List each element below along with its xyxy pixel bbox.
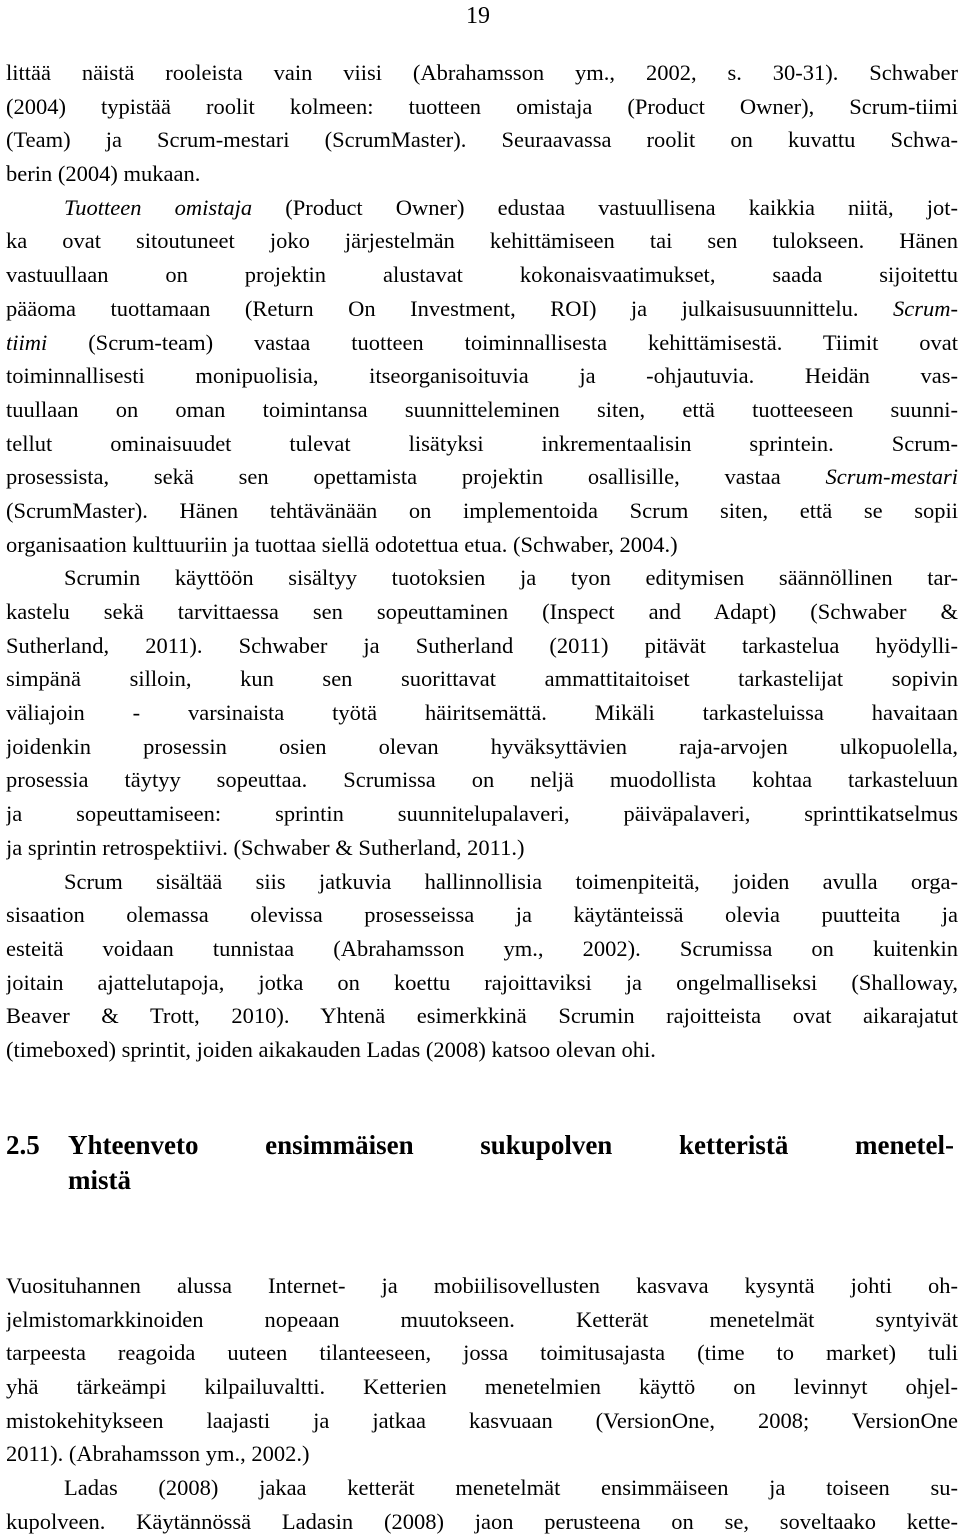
text-run: Beaver & Trott, 2010). Yhtenä esimerkkinä Scrumin rajoitteista ovat aikarajatut (6, 1003, 958, 1029)
text-line (6, 427, 958, 461)
text-line (6, 797, 958, 831)
text-line (6, 1269, 958, 1303)
text-run: sisaation olemassa olevissa prosesseissa ja käytänteissä olevia puutteita ja (6, 902, 958, 928)
text-run: tuullaan on oman toimintansa suunnitteleminen siten, että tuotteeseen suunni- (6, 396, 958, 422)
text-run: joidenkin prosessin osien olevan hyväksyttävien raja-arvojen ulkopuolella, (6, 733, 958, 759)
text-line (6, 561, 958, 595)
text-run: 2011). (Abrahamsson ym., 2002.) (6, 1441, 310, 1467)
text-run: simpänä silloin, kun sen suorittavat ammattitaitoiset tarkastelijat sopivin (6, 666, 958, 692)
text-line (6, 662, 958, 696)
text-line (6, 56, 958, 90)
text-line (6, 898, 958, 932)
heading-line (6, 1163, 958, 1198)
text-run: pääoma tuottamaan (Return On Investment, ROI) ja julkaisusuunnittelu. (6, 295, 894, 321)
text-run: Scrum sisältää siis jatkuvia hallinnollisia toimenpiteitä, joiden avulla orga- (64, 868, 958, 894)
page-number: 19 (466, 3, 490, 29)
term-emphasis: tiimi (6, 329, 48, 355)
text-run: (ScrumMaster). Hänen tehtävänään on implementoida Scrum siten, että se sopii (6, 497, 958, 523)
text-line (6, 966, 958, 1000)
text-line (6, 326, 958, 360)
text-run: (Scrum-team) vastaa tuotteen toiminnallisesta kehittämisestä. Tiimit ovat (47, 329, 958, 355)
section-title: Yhteenveto ensimmäisen sukupolven ketteristä menetel- (68, 1130, 954, 1160)
text-line (6, 696, 958, 730)
text-line (6, 292, 958, 326)
text-line (6, 460, 958, 494)
section-title-continuation: mistä (68, 1165, 131, 1195)
text-run: tarpeesta reagoida uuteen tilanteeseen, jossa toimitusajasta (time to market) tuli (6, 1340, 958, 1366)
text-line (6, 595, 958, 629)
text-line (6, 90, 958, 124)
text-line (6, 393, 958, 427)
text-line (6, 999, 958, 1033)
text-line (6, 831, 958, 865)
text-line (6, 730, 958, 764)
text-run: Vuosituhannen alussa Internet- ja mobiilisovellusten kasvava kysyntä johti oh- (6, 1273, 958, 1298)
body-text-block-1 (6, 56, 958, 1067)
text-run: Scrumin käyttöön sisältyy tuotoksien ja tyon editymisen säännöllinen tar- (64, 565, 958, 591)
text-run: kastelu sekä tarvittaessa sen sopeuttaminen (Inspect and Adapt) (Schwaber & (6, 599, 958, 624)
term-emphasis: Scrum-mestari (825, 464, 958, 490)
term-emphasis: Scrum- (893, 295, 958, 321)
text-run: vastuullaan on projektin alustavat kokonaisvaatimukset, saada sijoitettu (6, 262, 958, 288)
text-line (6, 629, 958, 663)
text-run: Ladas (2008) jakaa ketterät menetelmät ensimmäiseen ja toiseen su- (64, 1475, 958, 1501)
text-run: esteitä voidaan tunnistaa (Abrahamsson ym., 2002). Scrumissa on kuitenkin (6, 935, 958, 961)
text-run: organisaation kulttuuriin ja tuottaa siellä odotettua etua. (Schwaber, 2004.) (6, 531, 678, 557)
section-heading (6, 1128, 958, 1198)
text-run: Sutherland, 2011). Schwaber ja Sutherland (2011) pitävät tarkastelua hyödylli- (6, 632, 958, 658)
text-run: kupolveen. Käytännössä Ladasin (2008) jaon perusteena on se, soveltaako kette- (6, 1508, 958, 1534)
text-run: prosessista, sekä sen opettamista projektin osallisille, vastaa (6, 464, 826, 490)
text-run: tellut ominaisuudet tulevat lisätyksi inkrementaalisin sprintein. Scrum- (6, 430, 958, 456)
text-run: ka ovat sitoutuneet joko järjestelmän kehittämiseen tai sen tulokseen. Hänen (6, 228, 958, 254)
text-line (6, 494, 958, 528)
text-run: joitain ajattelutapoja, jotka on koettu rajoittaviksi ja ongelmalliseksi (Shalloway, (6, 969, 958, 995)
text-line (6, 1471, 958, 1505)
text-run: väliajoin - varsinaista työtä häiritsemättä. Mikäli tarkasteluissa havaitaan (6, 700, 958, 726)
text-line (6, 865, 958, 899)
text-line (6, 123, 958, 157)
text-line (6, 1370, 958, 1404)
text-run: toiminnallisesti monipuolisia, itseorganisoituvia ja -ohjautuvia. Heidän vas- (6, 363, 958, 389)
text-run: prosessia täytyy sopeuttaa. Scrumissa on neljä muodollista kohtaa tarkasteluun (6, 767, 958, 793)
term-emphasis: Tuotteen omistaja (64, 194, 253, 220)
text-line (6, 157, 958, 191)
text-run: berin (2004) mukaan. (6, 161, 201, 187)
text-run: ja sopeuttamiseen: sprintin suunnitelupalaveri, päiväpalaveri, sprinttikatselmus (6, 801, 958, 827)
text-line (6, 763, 958, 797)
text-run: (timeboxed) sprintit, joiden aikakauden Ladas (2008) katsoo olevan ohi. (6, 1036, 656, 1062)
text-line (6, 1033, 958, 1067)
text-run: mistokehitykseen laajasti ja jatkaa kasvuaan (VersionOne, 2008; VersionOne (6, 1407, 958, 1433)
heading-line (6, 1128, 958, 1163)
text-line (6, 258, 958, 292)
text-run: (2004) typistää roolit kolmeen: tuotteen omistaja (Product Owner), Scrum-tiimi (6, 93, 958, 119)
text-line (6, 224, 958, 258)
text-line (6, 1303, 958, 1337)
text-run: littää näistä rooleista vain viisi (Abrahamsson ym., 2002, s. 30-31). Schwaber (6, 60, 958, 85)
text-run: ja sprintin retrospektiivi. (Schwaber & Sutherland, 2011.) (6, 834, 525, 860)
text-line (6, 528, 958, 562)
text-line (6, 359, 958, 393)
text-line (6, 1505, 958, 1539)
text-run: yhä tärkeämpi kilpailuvaltti. Ketterien menetelmien käyttö on levinnyt ohjel- (6, 1374, 958, 1400)
section-number: 2.5 (6, 1130, 40, 1160)
body-text-block-2 (6, 1269, 958, 1539)
text-run: jelmistomarkkinoiden nopeaan muutokseen. Ketterät menetelmät syntyivät (6, 1306, 958, 1332)
text-line (6, 932, 958, 966)
text-run: (Product Owner) edustaa vastuullisena kaikkia niitä, jot- (252, 194, 958, 220)
text-line (6, 191, 958, 225)
text-run: (Team) ja Scrum-mestari (ScrumMaster). Seuraavassa roolit on kuvattu Schwa- (6, 127, 958, 153)
text-line (6, 1336, 958, 1370)
text-line (6, 1404, 958, 1438)
text-line (6, 1437, 958, 1471)
